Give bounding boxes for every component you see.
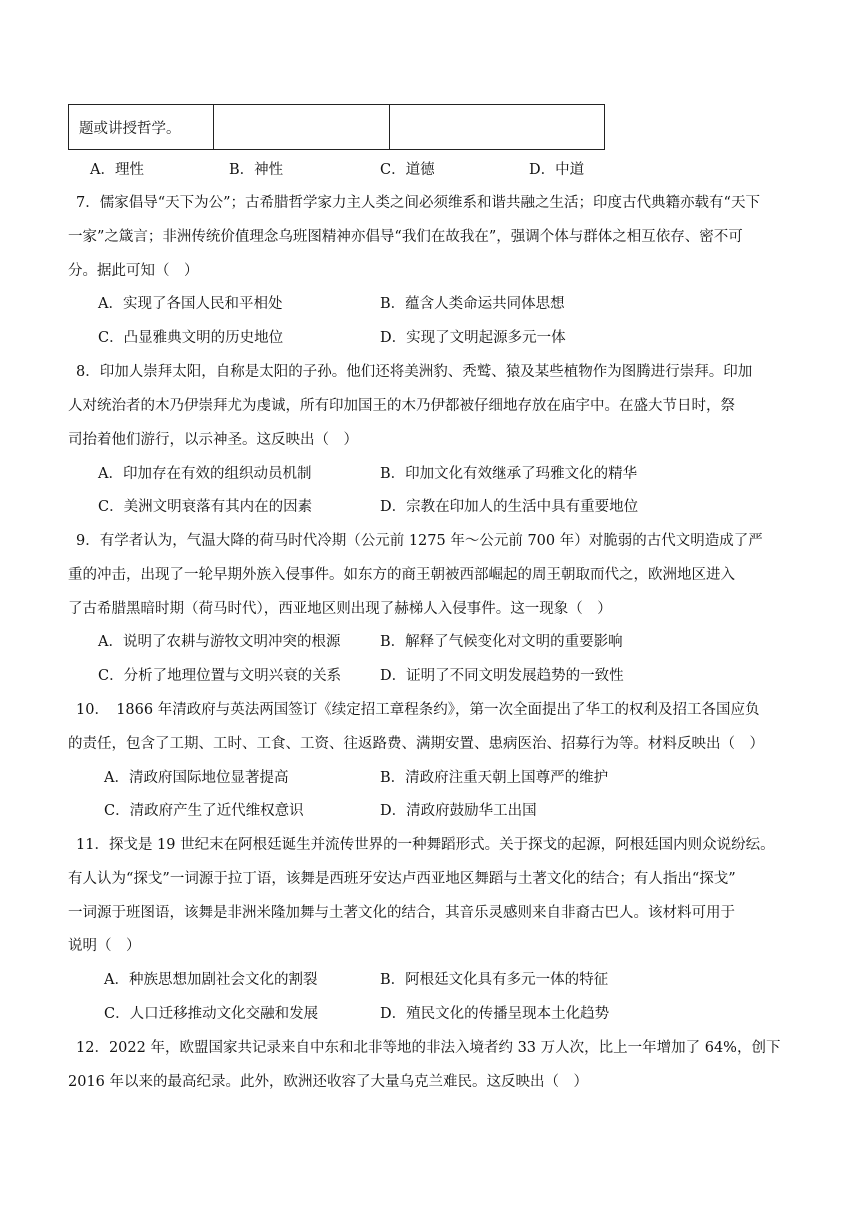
q9-option-a: A．说明了农耕与游牧文明冲突的根源 [98,634,341,650]
answer-table [68,104,605,150]
q12-stem-line: 12．2022 年，欧盟国家共记录来自中东和北非等地的非法入境者约 33 万人次，比上一年增加了 64%，创下 [76,1040,781,1056]
q10-option-d: D．清政府鼓励华工出国 [380,803,537,819]
q9-option-d: D．证明了不同文明发展趋势的一致性 [380,668,624,684]
table-cell [390,105,605,150]
table-cell [214,105,390,150]
q11-stem-line: 一词源于班图语，该舞是非洲米隆加舞与土著文化的结合，其音乐灵感则来自非裔古巴人。该材料可用于 [68,905,735,921]
q10-stem-line: 10． 1866 年清政府与英法两国签订《续定招工章程条约》，第一次全面提出了华工的权利及招工各国应负 [76,702,760,718]
q8-stem-line: 司抬着他们游行，以示神圣。这反映出（ ） [68,432,358,448]
table-cell: 题或讲授哲学。 [69,105,214,150]
q8-option-a: A．印加存在有效的组织动员机制 [98,466,312,482]
q11-stem-line: 11．探戈是 19 世纪末在阿根廷诞生并流传世界的一种舞蹈形式。关于探戈的起源，阿根廷国内则众说纷纭。 [76,837,775,853]
q9-option-b: B．解释了气候变化对文明的重要影响 [380,634,623,650]
q10-option-b: B．清政府注重天朝上国尊严的维护 [380,770,609,786]
q7-option-d: D．实现了文明起源多元一体 [380,330,566,346]
q10-option-c: C．清政府产生了近代维权意识 [104,803,304,819]
q11-option-a: A．种族思想加剧社会文化的割裂 [104,972,318,988]
q7-stem-line: 一家”之箴言；非洲传统价值理念乌班图精神亦倡导“我们在故我在”，强调个体与群体之相互依存、密不可 [68,229,743,245]
q7-stem-line: 7．儒家倡导“天下为公”；古希腊哲学家力主人类之间必须维系和谐共融之生活；印度古代典籍亦载有“天下 [76,195,760,211]
q6-option-a: A．理性 [90,162,144,178]
q7-stem-line: 分。据此可知（ ） [68,263,199,279]
q7-option-c: C．凸显雅典文明的历史地位 [98,330,284,346]
q11-option-c: C．人口迁移推动文化交融和发展 [104,1006,319,1022]
q7-option-b: B．蕴含人类命运共同体思想 [380,296,565,312]
q9-option-c: C．分析了地理位置与文明兴衰的关系 [98,668,342,684]
q10-stem-line: 的责任，包含了工期、工时、工食、工资、往返路费、满期安置、患病医治、招募行为等。材料反映出（ ） [68,736,764,752]
q8-stem-line: 8．印加人崇拜太阳，自称是太阳的子孙。他们还将美洲豹、秃鹫、猿及某些植物作为图腾进行崇拜。印加 [76,364,753,380]
q7-option-a: A．实现了各国人民和平相处 [98,296,283,312]
q11-option-b: B．阿根廷文化具有多元一体的特征 [380,972,609,988]
q8-option-d: D．宗教在印加人的生活中具有重要地位 [380,499,639,515]
q6-option-c: C．道德 [380,162,435,178]
q6-option-d: D．中道 [529,162,585,178]
q8-stem-line: 人对统治者的木乃伊崇拜尤为虔诚，所有印加国王的木乃伊都被仔细地存放在庙宇中。在盛大节日时，祭 [68,398,735,414]
q10-option-a: A．清政府国际地位显著提高 [104,770,289,786]
q8-option-c: C．美洲文明衰落有其内在的因素 [98,499,313,515]
q8-option-b: B．印加文化有效继承了玛雅文化的精华 [380,466,638,482]
q11-stem-line: 有人认为“探戈”一词源于拉丁语，该舞是西班牙安达卢西亚地区舞蹈与土著文化的结合；有人指出“探戈” [68,871,736,887]
q9-stem-line: 9．有学者认为，气温大降的荷马时代冷期（公元前 1275 年～公元前 700 年）对脆弱的古代文明造成了严 [76,533,763,549]
q6-option-b: B．神性 [229,162,284,178]
q12-stem-line: 2016 年以来的最高纪录。此外，欧洲还收容了大量乌克兰难民。这反映出（ ） [68,1074,589,1090]
q9-stem-line: 了古希腊黑暗时期（荷马时代），西亚地区则出现了赫梯人入侵事件。这一现象（ ） [68,601,612,617]
table-row [69,105,605,150]
q11-option-d: D．殖民文化的传播呈现本土化趋势 [380,1006,610,1022]
q9-stem-line: 重的冲击，出现了一轮早期外族入侵事件。如东方的商王朝被西部崛起的周王朝取而代之，欧洲地区进入 [68,567,735,583]
q11-stem-line: 说明（ ） [68,938,141,954]
